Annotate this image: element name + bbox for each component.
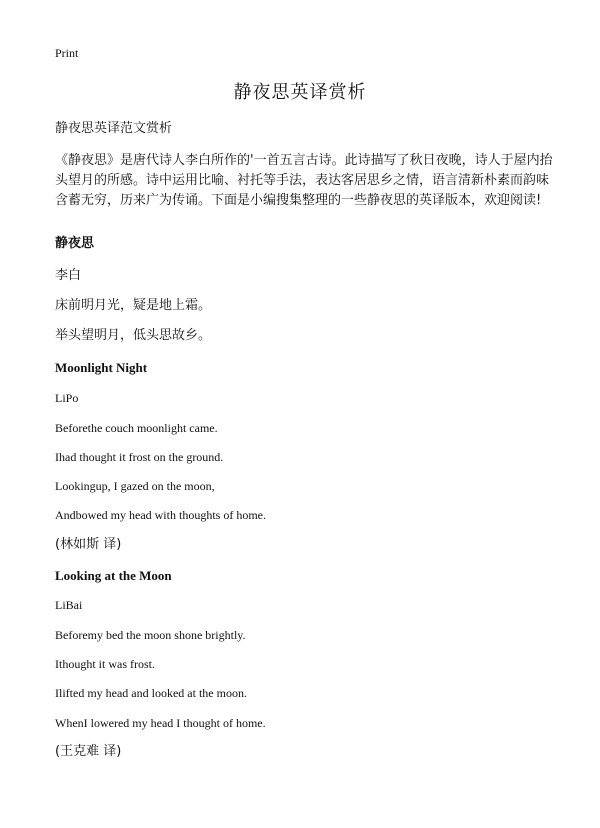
translation-line: Andbowed my head with thoughts of home.: [55, 508, 266, 522]
poem-line: 床前明月光，疑是地上霜。: [55, 298, 212, 313]
translation-title: Looking at the Moon: [55, 568, 172, 583]
print-link[interactable]: Print: [55, 46, 79, 60]
translation-line: Beforethe couch moonlight came.: [55, 421, 218, 435]
translator-credit: (林如斯 译): [55, 537, 122, 552]
translator-credit: (王克难 译): [55, 744, 122, 759]
translation-line: Beforemy bed the moon shone brightly.: [55, 628, 246, 642]
translation-title: Moonlight Night: [55, 360, 148, 375]
page-title: 静夜思英译赏析: [233, 82, 367, 103]
translation-line: Ihad thought it frost on the ground.: [55, 450, 224, 464]
poem-author: 李白: [55, 268, 82, 283]
poem-title: 静夜思: [55, 236, 95, 251]
translation-author: LiBai: [55, 598, 83, 612]
translation-line: Lookingup, I gazed on the moon,: [55, 479, 215, 493]
subtitle: 静夜思英译范文赏析: [55, 121, 173, 136]
translation-author: LiPo: [55, 391, 79, 405]
intro-paragraph: 《静夜思》是唐代诗人李白所作的'一首五言古诗。此诗描写了秋日夜晚，诗人于屋内抬头望月的所感。诗中运用比喻、衬托等手法，表达客居思乡之情，语言清新朴素而韵味含蓄无穷，历来广为传诵。下面是小编搜集整理的一些静夜思的英译版本，欢迎阅读!: [55, 153, 553, 208]
translation-line: Ilifted my head and looked at the moon.: [55, 686, 247, 700]
poem-line: 举头望明月，低头思故乡。: [55, 328, 212, 343]
translation-line: WhenI lowered my head I thought of home.: [55, 716, 266, 730]
translation-line: Ithought it was frost.: [55, 657, 155, 671]
